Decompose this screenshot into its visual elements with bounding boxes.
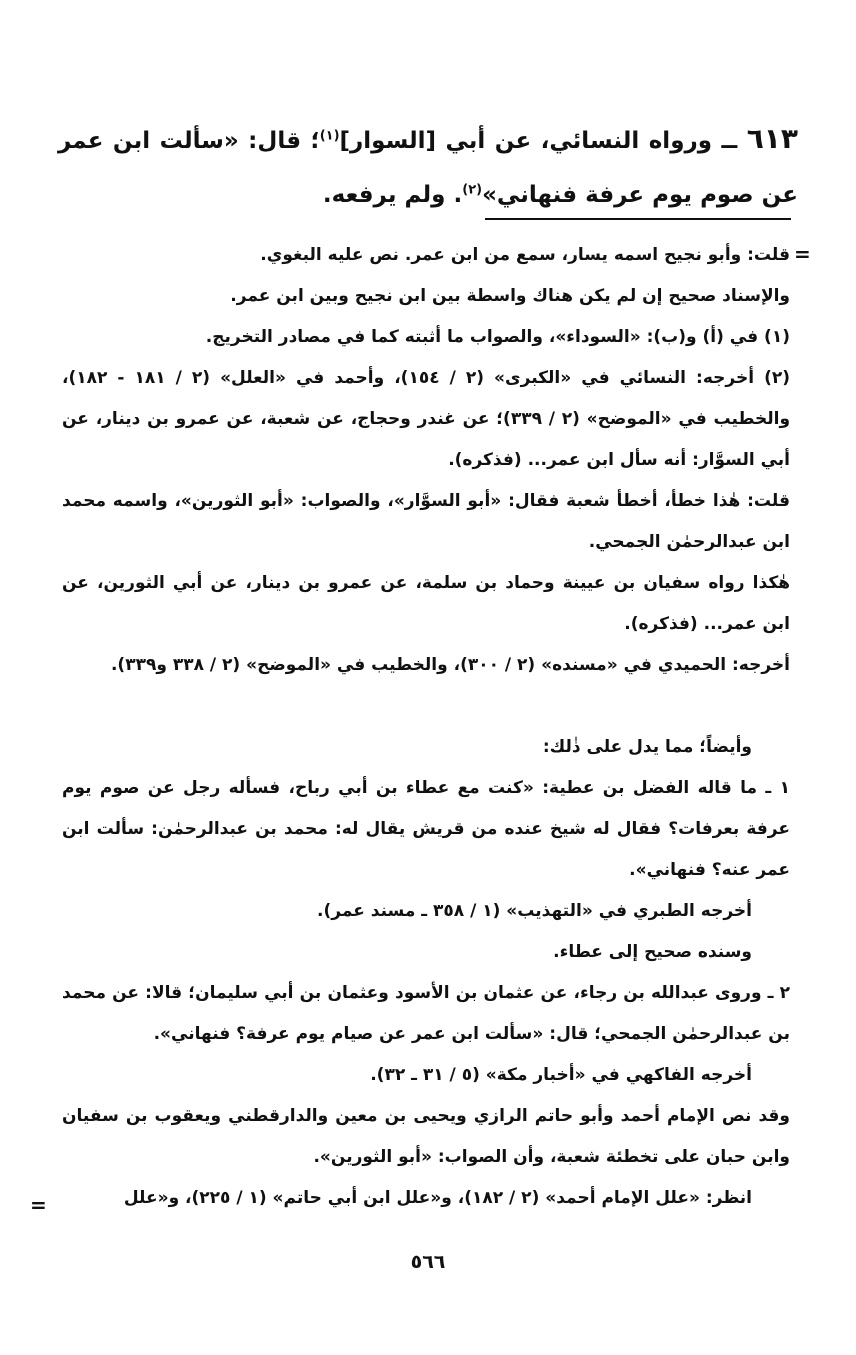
note-paragraph-6: وأيضاً؛ مما يدل على ذٰلك: xyxy=(542,737,752,757)
note-paragraph-13: انظر: «علل الإمام أحمد» (٢ / ١٨٢)، و«علل ابن أبي حاتم» (١ / ٢٢٥)، و«علل xyxy=(123,1188,752,1208)
continuation-mark-top: = xyxy=(794,242,811,266)
note-paragraph-7: ١ ـ ما قاله الفضل بن عطية: «كنت مع عطاء بن أبي رباح، فسأله رجل عن صوم يوم عرفة بعرفات؟ فقال له شيخ عنده من قريش يقال له: محمد بن عبدالرحمٰن: سألت ابن عمر عنه؟ فنهاني». xyxy=(62,778,790,880)
note-paragraph-2: والإسناد صحيح إن لم يكن هناك واسطة بين ابن نجيح وبين ابن عمر. xyxy=(230,286,790,306)
page-number: ٥٦٦ xyxy=(410,1251,446,1273)
note-paragraph-11: أخرجه الفاكهي في «أخبار مكة» (٥ / ٣١ ـ ٣٢). xyxy=(370,1065,752,1085)
footnote-1: (١) في (أ) و(ب): «السوداء»، والصواب ما أثبته كما في مصادر التخريج. xyxy=(205,327,790,347)
hadith-number: ٦١٣ xyxy=(746,122,798,155)
hadith-line2-tail: . ولم يرفعه. xyxy=(322,182,463,208)
note-paragraph-10: ٢ ـ وروى عبدالله بن رجاء، عن عثمان بن الأسود وعثمان بن أبي سليمان؛ قالا: عن محمد بن عبدالرحمٰن الجمحي؛ قال: «سألت ابن عمر عن صيام يوم عرفة؟ فنهاني». xyxy=(62,983,790,1044)
note-paragraph-1: قلت: وأبو نجيح اسمه يسار، سمع من ابن عمر. نص عليه البغوي. xyxy=(260,245,790,265)
note-paragraph-3: قلت: هٰذا خطأ، أخطأ شعبة فقال: «أبو السوَّار»، والصواب: «أبو الثورين»، واسمه محمد ابن عبدالرحمٰن الجمحي. xyxy=(62,491,790,552)
note-paragraph-12: وقد نص الإمام أحمد وأبو حاتم الرازي ويحيى بن معين والدارقطني ويعقوب بن سفيان وابن حبان على تخطئة شعبة، وأن الصواب: «أبو الثورين». xyxy=(62,1106,790,1167)
note-paragraph-8: أخرجه الطبري في «التهذيب» (١ / ٣٥٨ ـ مسند عمر). xyxy=(317,901,752,921)
footnote-2: (٢) أخرجه: النسائي في «الكبرى» (٢ / ١٥٤)، وأحمد في «العلل» (٢ / ١٨١ - ١٨٢)، والخطيب في «الموضح» (٢ / ٣٣٩)؛ عن غندر وحجاج، عن شعبة، عن عمرو بن دينار، عن أبي السوَّار: أنه سأل ابن عمر... (فذكره). xyxy=(62,368,791,470)
hadith-line1-tail: ؛ قال: «سألت ابن عمر عن صوم يوم عرفة فنهاني» xyxy=(58,128,798,208)
continuation-mark-bottom: = xyxy=(30,1193,47,1217)
note-paragraph-5: أخرجه: الحميدي في «مسنده» (٢ / ٣٠٠)، والخطيب في «الموضح» (٢ / ٣٣٨ و٣٣٩). xyxy=(110,655,790,675)
footnote-ref-1: (١) xyxy=(319,128,340,144)
hadith-line1: ــ ورواه النسائي، عن أبي [السوار] xyxy=(339,128,747,154)
hadith-text xyxy=(58,112,798,222)
note-paragraph-4: هٰكذا رواه سفيان بن عيينة وحماد بن سلمة، عن عمرو بن دينار، عن أبي الثورين، عن ابن عمر... (فذكره). xyxy=(62,573,790,634)
note-paragraph-9: وسنده صحيح إلى عطاء. xyxy=(553,942,752,962)
footnote-ref-2: (٢) xyxy=(462,182,483,198)
footnote-divider xyxy=(485,218,791,220)
